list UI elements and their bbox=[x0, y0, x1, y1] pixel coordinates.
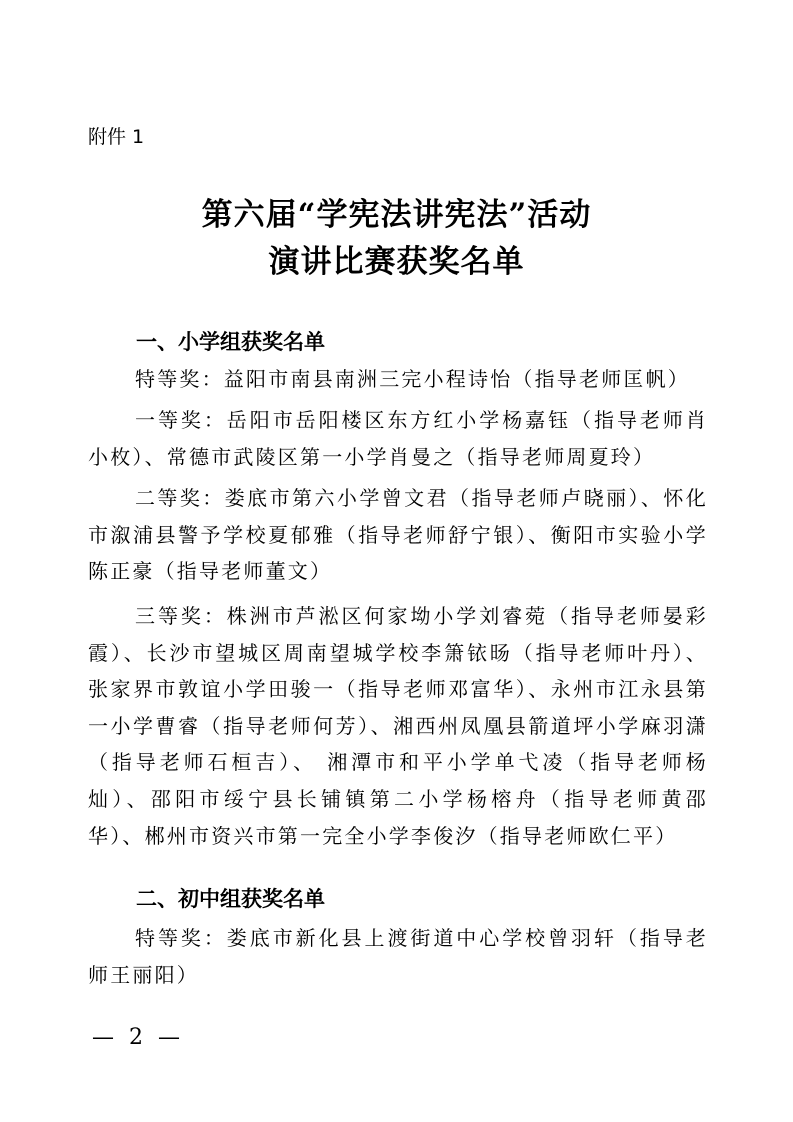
section-heading-primary-school: 一、小学组获奖名单 bbox=[136, 330, 325, 354]
award-paragraph-first-prize: 一等奖：岳阳市岳阳楼区东方红小学杨嘉钰（指导老师肖小枚）、常德市武陵区第一小学肖曼之（指导老师周夏玲） bbox=[88, 408, 708, 469]
award-paragraph-special-prize: 特等奖：益阳市南县南洲三完小程诗怡（指导老师匡帆） bbox=[135, 367, 690, 391]
award-paragraph-junior-special-prize: 特等奖：娄底市新化县上渡街道中心学校曾羽轩（指导老师王丽阳） bbox=[88, 926, 708, 987]
award-paragraph-third-prize: 三等奖：株洲市芦淞区何家坳小学刘睿菀（指导老师晏彩霞）、长沙市望城区周南望城学校李箫铱旸（指导老师叶丹）、张家界市敦谊小学田骏一（指导老师邓富华）、永州市江永县第一小学曹睿（指导老师何芳）、湘西州凤凰县箭道坪小学麻羽潇（指导老师石桓吉）、 湘潭市和平小学单弋凌（指导老师杨灿）、邵阳市绥宁县长铺镇第二小学杨榕舟（指导老师黄邵华）、郴州市资兴市第一完全小学李俊汐（指导老师欧仁平） bbox=[88, 604, 708, 848]
section-heading-junior-high: 二、初中组获奖名单 bbox=[136, 887, 325, 911]
award-paragraph-second-prize: 二等奖：娄底市第六小学曾文君（指导老师卢晓丽）、怀化市溆浦县警予学校夏郁雅（指导老师舒宁银）、衡阳市实验小学陈正豪（指导老师董文） bbox=[88, 486, 708, 584]
document-title-line-2: 演讲比赛获奖名单 bbox=[268, 244, 525, 280]
attachment-label: 附件 1 bbox=[88, 126, 145, 148]
document-title-line-1: 第六届“学宪法讲宪法”活动 bbox=[201, 197, 592, 233]
page-number: — 2 — bbox=[92, 1025, 184, 1050]
